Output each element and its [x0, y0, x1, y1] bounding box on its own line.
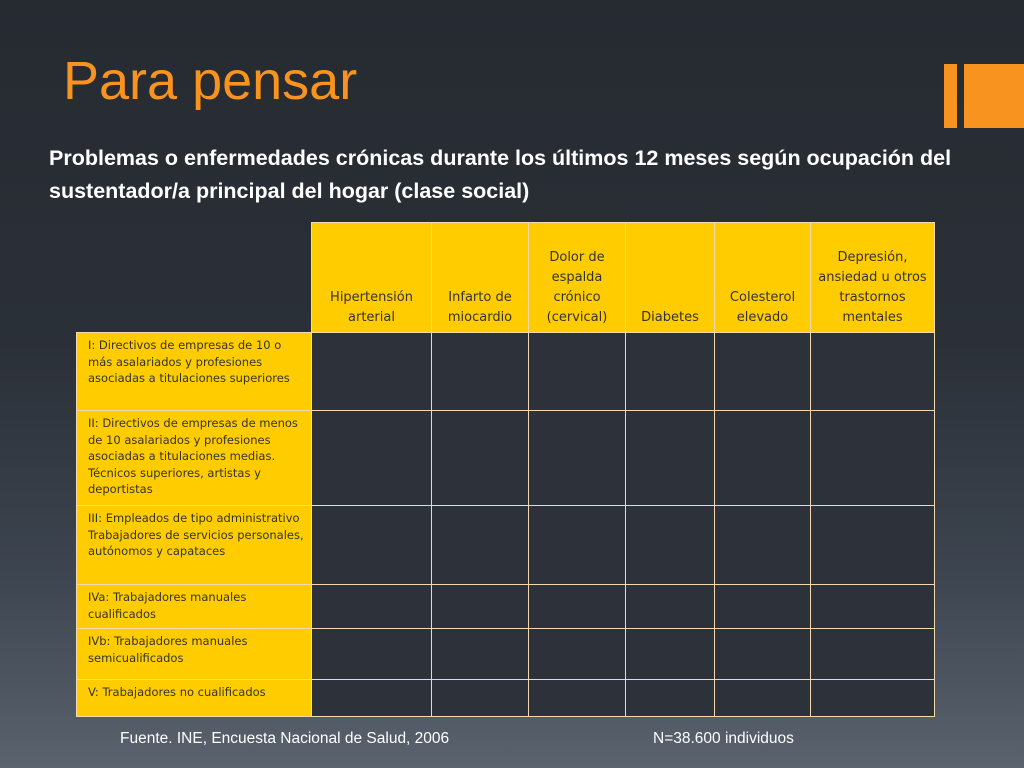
table-cell: [529, 680, 626, 717]
row-header-clase-v: V: Trabajadores no cualificados: [77, 680, 312, 717]
table-cell: [811, 629, 935, 680]
table-cell: [715, 411, 811, 506]
table-row: [77, 629, 935, 680]
table-cell: [811, 333, 935, 411]
table-cell: [312, 333, 432, 411]
table-cell: [312, 680, 432, 717]
table-row: [77, 333, 935, 411]
table-cell: [529, 333, 626, 411]
column-header-hipertension: Hipertensión arterial: [312, 223, 432, 333]
source-note: Fuente. INE, Encuesta Nacional de Salud, 2006: [120, 730, 450, 747]
table-cell: [811, 680, 935, 717]
table-cell: [626, 411, 715, 506]
column-header-diabetes: Diabetes: [626, 223, 715, 333]
table-cell: [529, 629, 626, 680]
table-cell: [432, 333, 529, 411]
table-cell: [626, 333, 715, 411]
table-cell: [626, 680, 715, 717]
table-cell: [312, 629, 432, 680]
sample-size-note: N=38.600 individuos: [653, 730, 794, 747]
row-header-clase-i: I: Directivos de empresas de 10 o más asalariados y profesiones asociadas a titulaciones superiores: [77, 333, 312, 411]
table-cell: [432, 506, 529, 585]
slide-subtitle: Problemas o enfermedades crónicas durante los últimos 12 meses según ocupación del sustentador/a principal del hogar (clase social): [49, 146, 952, 203]
data-table: [76, 222, 935, 717]
column-header-depresion: Depresión, ansiedad u otros trastornos mentales: [811, 223, 935, 333]
table-cell: [626, 506, 715, 585]
table-cell: [432, 629, 529, 680]
table-cell: [529, 411, 626, 506]
table-cell: [432, 680, 529, 717]
table-cell: [529, 585, 626, 629]
table-cell: [715, 506, 811, 585]
column-header-dolor-espalda: Dolor de espalda crónico (cervical): [529, 223, 626, 333]
table-cell: [715, 585, 811, 629]
row-header-clase-iva: IVa: Trabajadores manuales cualificados: [77, 585, 312, 629]
table-cell: [626, 629, 715, 680]
table-header-row: [77, 223, 935, 333]
table-cell: [312, 506, 432, 585]
row-header-clase-iii: III: Empleados de tipo administrativo Trabajadores de servicios personales, autónomos y capataces: [77, 506, 312, 585]
column-header-colesterol: Colesterol elevado: [715, 223, 811, 333]
table-cell: [312, 585, 432, 629]
table-cell: [715, 680, 811, 717]
table-cell: [432, 585, 529, 629]
column-header-infarto: Infarto de miocardio: [432, 223, 529, 333]
table-cell: [432, 411, 529, 506]
table-cell: [529, 506, 626, 585]
table-cell: [715, 333, 811, 411]
accent-bar-thin: [944, 64, 957, 128]
slide-title: Para pensar: [63, 51, 358, 111]
table-cell: [626, 585, 715, 629]
table-row: [77, 506, 935, 585]
table-row: [77, 680, 935, 717]
accent-bar-thick: [964, 64, 1024, 128]
table-cell: [715, 629, 811, 680]
table-row: [77, 585, 935, 629]
row-header-clase-ii: II: Directivos de empresas de menos de 10 asalariados y profesiones asociadas a titulaciones medias. Técnicos superiores, artistas y deportistas: [77, 411, 312, 506]
table-cell: [811, 411, 935, 506]
table-cell: [312, 411, 432, 506]
row-header-clase-ivb: IVb: Trabajadores manuales semicualificados: [77, 629, 312, 680]
table-cell: [811, 585, 935, 629]
table-cell: [811, 506, 935, 585]
table-corner: [77, 223, 312, 333]
table-row: [77, 411, 935, 506]
